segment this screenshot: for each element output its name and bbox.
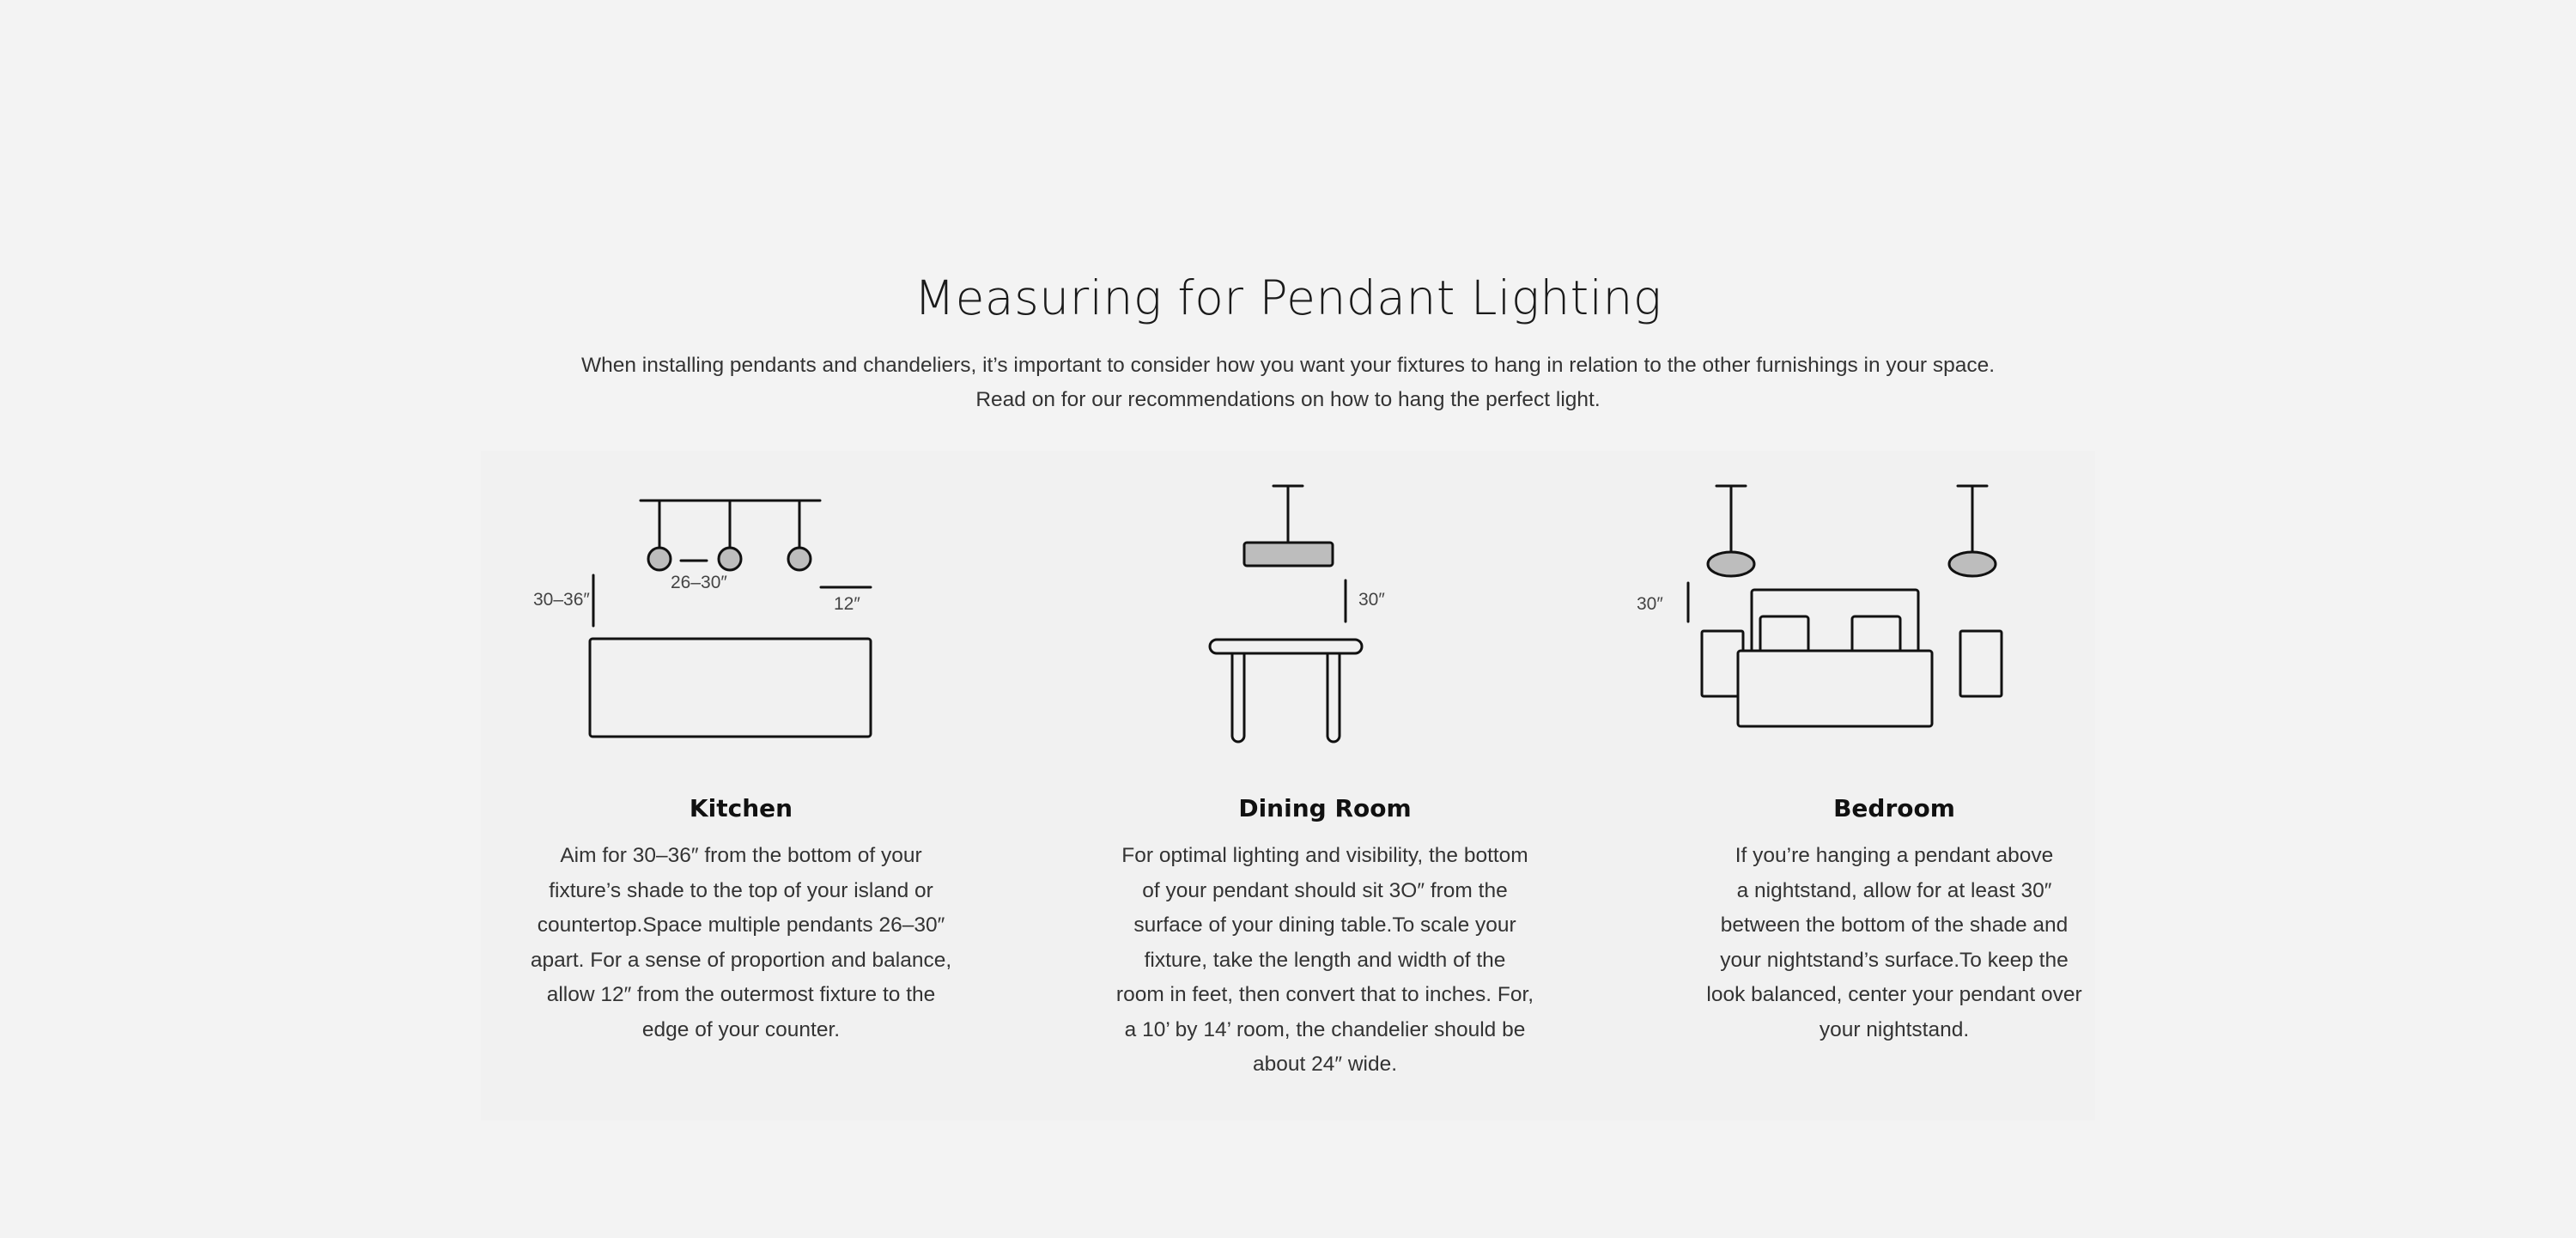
intro-text bbox=[429, 349, 2147, 417]
text-line: edge of your counter. bbox=[641, 1017, 841, 1041]
kitchen-dim-edge: 12″ bbox=[834, 594, 860, 614]
text-line: a 10’ by 14’ room, the chandelier should be bbox=[1124, 1017, 1526, 1041]
intro-line: When installing pendants and chandeliers, it’s important to consider how you want your fixtures to hang in relation to the other furnishings in your space. bbox=[580, 354, 1996, 377]
kitchen-card bbox=[483, 451, 999, 1120]
bedroom-description bbox=[1637, 839, 2152, 1047]
kitchen-heading: Kitchen bbox=[689, 794, 793, 822]
bedroom-dim-height: 30″ bbox=[1637, 594, 1663, 614]
text-line: fixture, take the length and width of the bbox=[1144, 948, 1506, 972]
text-line: look balanced, center your pendant over bbox=[1706, 983, 2082, 1006]
bedroom-card bbox=[1637, 451, 2152, 1120]
text-line: about 24″ wide. bbox=[1252, 1053, 1398, 1076]
dining-room-heading: Dining Room bbox=[1238, 794, 1412, 822]
text-line: countertop.Space multiple pendants 26–30″ bbox=[537, 913, 945, 937]
bedroom-heading: Bedroom bbox=[1833, 794, 1955, 822]
kitchen-island-pendants-icon bbox=[483, 451, 999, 777]
dining-room-description bbox=[1067, 839, 1583, 1083]
kitchen-dim-height: 30–36″ bbox=[533, 590, 590, 610]
text-line: If you’re hanging a pendant above bbox=[1735, 844, 2054, 867]
text-line: For optimal lighting and visibility, the bottom bbox=[1121, 844, 1528, 867]
room-guide-panel bbox=[481, 451, 2095, 1120]
dining-dim-height: 30″ bbox=[1358, 590, 1385, 610]
kitchen-description bbox=[483, 839, 999, 1047]
text-line: allow 12″ from the outermost fixture to the bbox=[546, 983, 936, 1006]
text-line: fixture’s shade to the top of your island or bbox=[549, 878, 933, 902]
text-line: a nightstand, allow for at least 30″ bbox=[1736, 878, 2052, 902]
text-line: your nightstand. bbox=[1819, 1017, 1970, 1041]
text-line: your nightstand’s surface.To keep the bbox=[1720, 948, 2069, 972]
text-line: Aim for 30–36″ from the bottom of your bbox=[560, 844, 922, 867]
text-line: room in feet, then convert that to inches. For, bbox=[1115, 983, 1534, 1006]
dining-table-chandelier-icon bbox=[1067, 451, 1583, 777]
page-title: Measuring for Pendant Lighting bbox=[914, 270, 1662, 325]
dining-room-card bbox=[1067, 451, 1583, 1120]
intro-line: Read on for our recommendations on how to hang the perfect light. bbox=[975, 388, 1601, 411]
text-line: surface of your dining table.To scale your bbox=[1133, 913, 1516, 937]
text-line: of your pendant should sit 3O″ from the bbox=[1142, 878, 1508, 902]
text-line: between the bottom of the shade and bbox=[1720, 913, 2069, 937]
bed-nightstand-pendants-icon bbox=[1637, 451, 2152, 777]
kitchen-dim-spacing: 26–30″ bbox=[671, 573, 727, 592]
text-line: apart. For a sense of proportion and balance, bbox=[530, 948, 952, 972]
